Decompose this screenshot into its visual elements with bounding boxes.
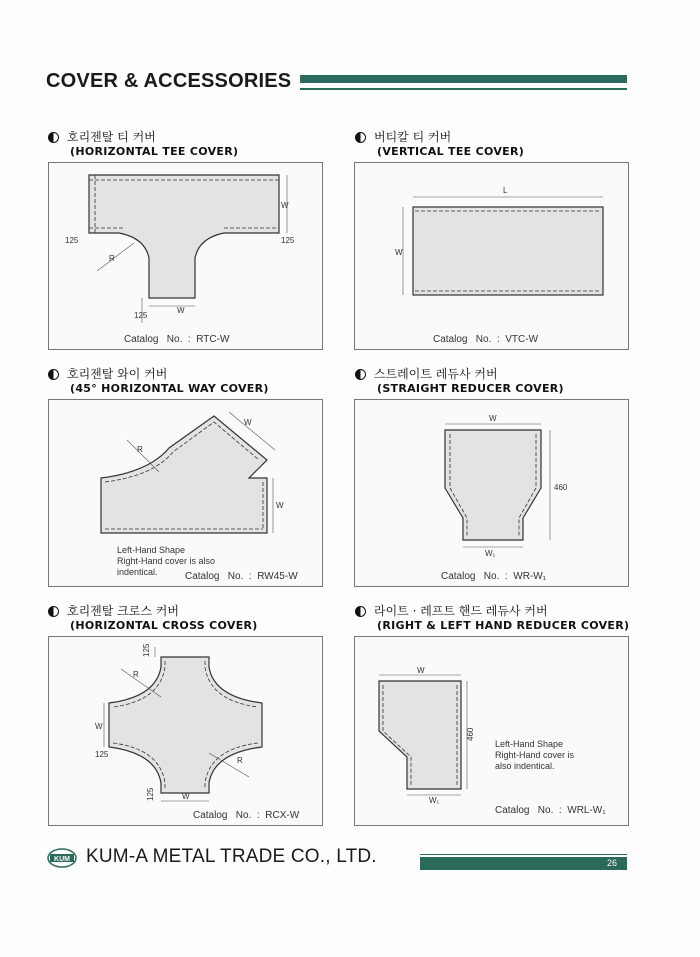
section-subtitle-hand-reducer: (RIGHT & LEFT HAND REDUCER COVER)	[377, 619, 630, 632]
diagram-hand-reducer	[355, 637, 628, 825]
section-subtitle-vertical-tee: (VERTICAL TEE COVER)	[377, 145, 525, 158]
section-title-horizontal-tee: 호리젠탈 티 커버	[48, 128, 156, 145]
dim-bottom-125: 125	[134, 311, 148, 320]
header-bar	[300, 75, 627, 83]
dim-w-top: W	[281, 201, 289, 210]
dim-w-bottom: W	[177, 306, 185, 315]
dim-w1: W₁	[485, 549, 496, 558]
catalog-rcx-w: Catalog No. : RCX-W	[193, 810, 300, 821]
section-title-horizontal-cross: 호리젠탈 크로스 커버	[48, 602, 179, 619]
header-line	[300, 88, 627, 90]
catalog-wrl-w1: Catalog No. : WRL-W₁	[495, 805, 606, 816]
section-title-straight-reducer: 스트레이트 레듀사 커버	[355, 365, 498, 382]
section-subtitle-horizontal-way: (45° HORIZONTAL WAY COVER)	[70, 382, 269, 395]
dim-w1: W₁	[429, 796, 440, 805]
page-number: 26	[607, 858, 618, 868]
dim-r: R	[137, 445, 143, 454]
dim-460: 460	[466, 727, 475, 741]
dim-460: 460	[554, 483, 568, 492]
panel-horizontal-tee	[48, 162, 323, 350]
catalog-wr-w1: Catalog No. : WR-W₁	[441, 571, 547, 582]
panel-horizontal-way	[48, 399, 323, 587]
dim-w-left: W	[95, 722, 103, 731]
panel-vertical-tee	[354, 162, 629, 350]
page-title: COVER & ACCESSORIES	[46, 70, 292, 92]
dim-r-bottom: R	[237, 756, 243, 765]
section-subtitle-horizontal-tee: (HORIZONTAL TEE COVER)	[70, 145, 239, 158]
panel-hand-reducer	[354, 636, 629, 826]
diagram-horizontal-cross	[49, 637, 322, 825]
catalog-vtc-w: Catalog No. : VTC-W	[433, 334, 539, 345]
half-circle-icon	[355, 369, 366, 380]
dim-l: L	[503, 186, 508, 195]
half-circle-icon	[355, 606, 366, 617]
half-circle-icon	[48, 369, 59, 380]
section-title-vertical-tee: 버티칼 티 커버	[355, 128, 451, 145]
dim-w: W	[489, 414, 497, 423]
half-circle-icon	[48, 606, 59, 617]
section-title-horizontal-way: 호리젠탈 와이 커버	[48, 365, 167, 382]
panel-straight-reducer	[354, 399, 629, 587]
catalog-rtc-w: Catalog No. : RTC-W	[124, 334, 230, 345]
note-horizontal-way: Left-Hand Shape Right-Hand cover is also indentical.	[117, 545, 216, 577]
dim-r: R	[109, 254, 115, 263]
dim-w-diag: W	[244, 418, 252, 427]
section-subtitle-straight-reducer: (STRAIGHT REDUCER COVER)	[377, 382, 564, 395]
dim-w-bottom: W	[182, 792, 190, 801]
footer-bar-line	[420, 854, 627, 855]
note-hand-reducer: Left-Hand Shape Right-Hand cover is also indentical.	[495, 739, 575, 771]
diagram-straight-reducer	[355, 400, 628, 586]
dim-w: W	[395, 248, 403, 257]
company-logo	[47, 848, 77, 868]
dim-left-125: 125	[95, 750, 109, 759]
panel-horizontal-cross	[48, 636, 323, 826]
dim-left-125: 125	[65, 236, 79, 245]
half-circle-icon	[355, 132, 366, 143]
diagram-horizontal-tee	[49, 163, 322, 349]
dim-w-side: W	[276, 501, 284, 510]
section-subtitle-horizontal-cross: (HORIZONTAL CROSS COVER)	[70, 619, 258, 632]
dim-right-125: 125	[281, 236, 295, 245]
company-name: KUM-A METAL TRADE CO., LTD.	[86, 846, 377, 867]
footer-bar	[420, 857, 627, 870]
dim-top-125: 125	[142, 643, 151, 657]
section-title-hand-reducer: 라이트 · 레프트 핸드 레듀사 커버	[355, 602, 548, 619]
catalog-rw45-w: Catalog No. : RW45-W	[185, 571, 298, 582]
dim-w: W	[417, 666, 425, 675]
diagram-vertical-tee	[355, 163, 628, 349]
svg-text:KUM: KUM	[54, 855, 70, 863]
dim-r-top: R	[133, 670, 139, 679]
dim-bottom-125: 125	[146, 787, 155, 801]
half-circle-icon	[48, 132, 59, 143]
